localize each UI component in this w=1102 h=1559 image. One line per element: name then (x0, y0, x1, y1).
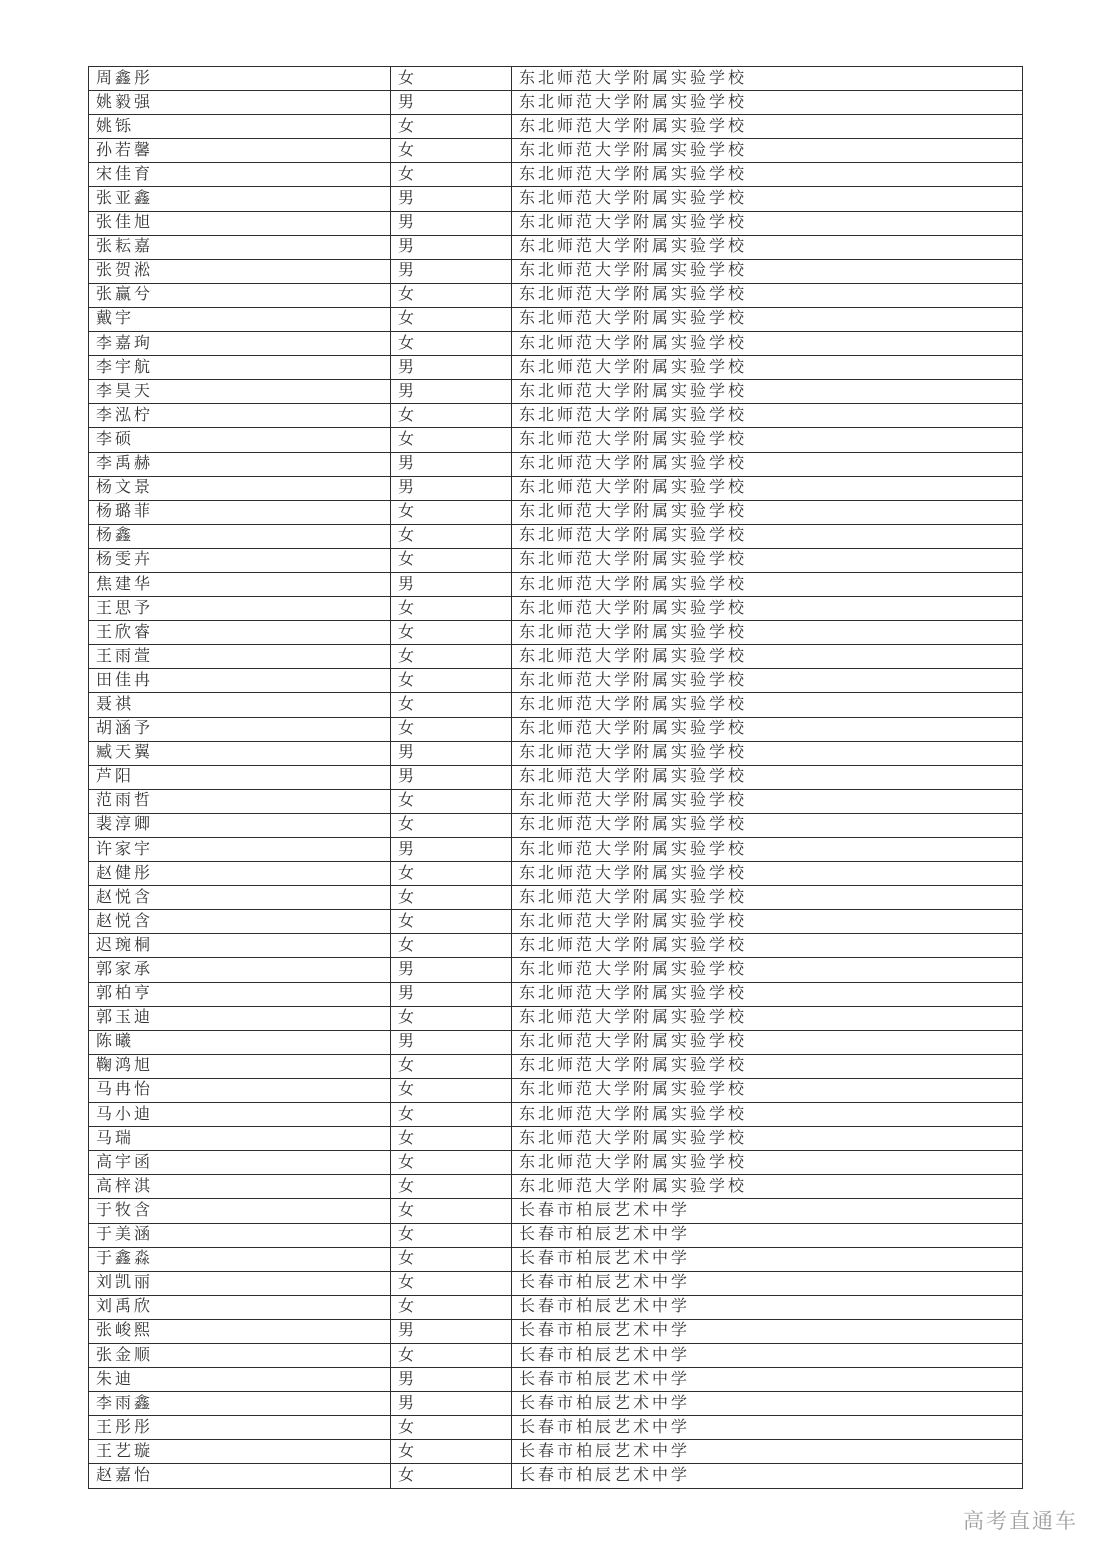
table-row (89, 452, 1023, 476)
school-cell: 长春市柏辰艺术中学 (512, 1392, 1023, 1416)
gender-cell: 男 (391, 741, 512, 765)
gender-cell: 女 (391, 1054, 512, 1078)
student-name-cell: 田佳冉 (89, 669, 391, 693)
table-row (89, 1103, 1023, 1127)
table-row (89, 1319, 1023, 1343)
student-name-cell: 李宇航 (89, 356, 391, 380)
table-row (89, 211, 1023, 235)
student-name-cell: 张亚鑫 (89, 187, 391, 211)
gender-cell: 男 (391, 211, 512, 235)
table-row (89, 139, 1023, 163)
school-cell: 东北师范大学附属实验学校 (512, 115, 1023, 139)
school-cell: 东北师范大学附属实验学校 (512, 982, 1023, 1006)
student-name-cell: 马小迪 (89, 1103, 391, 1127)
school-cell: 东北师范大学附属实验学校 (512, 741, 1023, 765)
school-cell: 东北师范大学附属实验学校 (512, 307, 1023, 331)
student-name-cell: 孙若馨 (89, 139, 391, 163)
table-row (89, 500, 1023, 524)
school-cell: 东北师范大学附属实验学校 (512, 187, 1023, 211)
student-name-cell: 陈曦 (89, 1030, 391, 1054)
school-cell: 长春市柏辰艺术中学 (512, 1440, 1023, 1464)
table-row (89, 235, 1023, 259)
student-name-cell: 赵悦含 (89, 910, 391, 934)
school-cell: 东北师范大学附属实验学校 (512, 548, 1023, 572)
gender-cell: 女 (391, 693, 512, 717)
school-cell: 东北师范大学附属实验学校 (512, 67, 1023, 91)
table-row (89, 1006, 1023, 1030)
school-cell: 东北师范大学附属实验学校 (512, 1151, 1023, 1175)
student-name-cell: 杨璐菲 (89, 500, 391, 524)
table-row (89, 717, 1023, 741)
student-name-cell: 郭柏亨 (89, 982, 391, 1006)
school-cell: 长春市柏辰艺术中学 (512, 1416, 1023, 1440)
school-cell: 长春市柏辰艺术中学 (512, 1271, 1023, 1295)
table-row (89, 621, 1023, 645)
table-row (89, 669, 1023, 693)
table-row (89, 1271, 1023, 1295)
school-cell: 东北师范大学附属实验学校 (512, 813, 1023, 837)
student-name-cell: 姚毅强 (89, 91, 391, 115)
student-name-cell: 于牧含 (89, 1199, 391, 1223)
table-row (89, 1392, 1023, 1416)
table-row (89, 1416, 1023, 1440)
school-cell: 东北师范大学附属实验学校 (512, 789, 1023, 813)
table-row (89, 1127, 1023, 1151)
gender-cell: 男 (391, 476, 512, 500)
table-row (89, 1440, 1023, 1464)
table-row (89, 1343, 1023, 1367)
student-name-cell: 李雨鑫 (89, 1392, 391, 1416)
table-row (89, 572, 1023, 596)
table-row (89, 91, 1023, 115)
gender-cell: 男 (391, 91, 512, 115)
student-name-cell: 王彤彤 (89, 1416, 391, 1440)
gender-cell: 女 (391, 645, 512, 669)
gender-cell: 女 (391, 524, 512, 548)
table-row (89, 693, 1023, 717)
student-name-cell: 高梓淇 (89, 1175, 391, 1199)
student-name-cell: 刘禹欣 (89, 1295, 391, 1319)
table-row (89, 741, 1023, 765)
student-name-cell: 杨雯卉 (89, 548, 391, 572)
gender-cell: 女 (391, 1271, 512, 1295)
student-name-cell: 鞠鸿旭 (89, 1054, 391, 1078)
school-cell: 东北师范大学附属实验学校 (512, 91, 1023, 115)
gender-cell: 男 (391, 187, 512, 211)
gender-cell: 男 (391, 765, 512, 789)
gender-cell: 男 (391, 235, 512, 259)
gender-cell: 女 (391, 862, 512, 886)
gender-cell: 女 (391, 163, 512, 187)
school-cell: 东北师范大学附属实验学校 (512, 235, 1023, 259)
gender-cell: 男 (391, 452, 512, 476)
student-name-cell: 张峻熙 (89, 1319, 391, 1343)
gender-cell: 女 (391, 139, 512, 163)
student-name-cell: 迟琬桐 (89, 934, 391, 958)
school-cell: 东北师范大学附属实验学校 (512, 717, 1023, 741)
school-cell: 东北师范大学附属实验学校 (512, 1175, 1023, 1199)
student-name-cell: 宋佳育 (89, 163, 391, 187)
table-row (89, 404, 1023, 428)
gender-cell: 女 (391, 332, 512, 356)
gender-cell: 女 (391, 548, 512, 572)
table-row (89, 1030, 1023, 1054)
table-row (89, 1078, 1023, 1102)
table-row (89, 1295, 1023, 1319)
school-cell: 东北师范大学附属实验学校 (512, 452, 1023, 476)
school-cell: 东北师范大学附属实验学校 (512, 211, 1023, 235)
student-name-cell: 赵悦含 (89, 886, 391, 910)
gender-cell: 女 (391, 1199, 512, 1223)
gender-cell: 男 (391, 380, 512, 404)
table-row (89, 1464, 1023, 1488)
student-name-cell: 胡涵予 (89, 717, 391, 741)
gender-cell: 女 (391, 1343, 512, 1367)
table-row (89, 789, 1023, 813)
gender-cell: 女 (391, 67, 512, 91)
student-name-cell: 张赢兮 (89, 283, 391, 307)
table-row (89, 115, 1023, 139)
student-name-cell: 许家宇 (89, 838, 391, 862)
student-name-cell: 刘凯丽 (89, 1271, 391, 1295)
school-cell: 东北师范大学附属实验学校 (512, 404, 1023, 428)
table-row (89, 163, 1023, 187)
school-cell: 东北师范大学附属实验学校 (512, 259, 1023, 283)
student-name-cell: 戴宇 (89, 307, 391, 331)
gender-cell: 女 (391, 1464, 512, 1488)
gender-cell: 男 (391, 838, 512, 862)
table-row (89, 1199, 1023, 1223)
school-cell: 东北师范大学附属实验学校 (512, 356, 1023, 380)
school-cell: 长春市柏辰艺术中学 (512, 1295, 1023, 1319)
gender-cell: 女 (391, 1295, 512, 1319)
table-row (89, 187, 1023, 211)
table-row (89, 765, 1023, 789)
school-cell: 东北师范大学附属实验学校 (512, 910, 1023, 934)
student-name-cell: 周鑫彤 (89, 67, 391, 91)
student-table-body (89, 67, 1023, 1489)
student-name-cell: 赵嘉怡 (89, 1464, 391, 1488)
table-row (89, 862, 1023, 886)
gender-cell: 男 (391, 356, 512, 380)
student-name-cell: 李禹赫 (89, 452, 391, 476)
gender-cell: 女 (391, 500, 512, 524)
school-cell: 东北师范大学附属实验学校 (512, 572, 1023, 596)
school-cell: 东北师范大学附属实验学校 (512, 139, 1023, 163)
table-row (89, 259, 1023, 283)
school-cell: 东北师范大学附属实验学校 (512, 1103, 1023, 1127)
table-row (89, 67, 1023, 91)
student-name-cell: 高宇函 (89, 1151, 391, 1175)
school-cell: 东北师范大学附属实验学校 (512, 838, 1023, 862)
table-row (89, 982, 1023, 1006)
student-name-cell: 范雨哲 (89, 789, 391, 813)
gender-cell: 女 (391, 307, 512, 331)
student-name-cell: 聂祺 (89, 693, 391, 717)
student-name-cell: 张贺淞 (89, 259, 391, 283)
gender-cell: 女 (391, 1127, 512, 1151)
student-name-cell: 裴淳卿 (89, 813, 391, 837)
gender-cell: 女 (391, 597, 512, 621)
gender-cell: 女 (391, 115, 512, 139)
student-name-cell: 于美涵 (89, 1223, 391, 1247)
school-cell: 东北师范大学附属实验学校 (512, 1054, 1023, 1078)
student-name-cell: 臧天翼 (89, 741, 391, 765)
school-cell: 东北师范大学附属实验学校 (512, 332, 1023, 356)
student-name-cell: 李泓柠 (89, 404, 391, 428)
gender-cell: 男 (391, 982, 512, 1006)
school-cell: 东北师范大学附属实验学校 (512, 1030, 1023, 1054)
table-row (89, 1175, 1023, 1199)
student-name-cell: 马瑞 (89, 1127, 391, 1151)
school-cell: 东北师范大学附属实验学校 (512, 500, 1023, 524)
school-cell: 长春市柏辰艺术中学 (512, 1199, 1023, 1223)
gender-cell: 女 (391, 789, 512, 813)
gender-cell: 女 (391, 404, 512, 428)
school-cell: 长春市柏辰艺术中学 (512, 1343, 1023, 1367)
gender-cell: 女 (391, 669, 512, 693)
student-name-cell: 杨鑫 (89, 524, 391, 548)
gender-cell: 女 (391, 1151, 512, 1175)
table-row (89, 332, 1023, 356)
gender-cell: 女 (391, 910, 512, 934)
student-name-cell: 王艺璇 (89, 1440, 391, 1464)
table-row (89, 1368, 1023, 1392)
gender-cell: 女 (391, 283, 512, 307)
gender-cell: 女 (391, 428, 512, 452)
school-cell: 东北师范大学附属实验学校 (512, 934, 1023, 958)
gender-cell: 女 (391, 717, 512, 741)
student-name-cell: 张金顺 (89, 1343, 391, 1367)
school-cell: 东北师范大学附属实验学校 (512, 524, 1023, 548)
table-row (89, 524, 1023, 548)
table-row (89, 283, 1023, 307)
school-cell: 东北师范大学附属实验学校 (512, 1006, 1023, 1030)
table-row (89, 476, 1023, 500)
gender-cell: 女 (391, 1247, 512, 1271)
school-cell: 东北师范大学附属实验学校 (512, 1078, 1023, 1102)
gender-cell: 男 (391, 958, 512, 982)
school-cell: 长春市柏辰艺术中学 (512, 1464, 1023, 1488)
school-cell: 东北师范大学附属实验学校 (512, 765, 1023, 789)
gender-cell: 男 (391, 1030, 512, 1054)
school-cell: 东北师范大学附属实验学校 (512, 693, 1023, 717)
student-name-cell: 杨文景 (89, 476, 391, 500)
table-row (89, 813, 1023, 837)
gender-cell: 男 (391, 572, 512, 596)
table-row (89, 958, 1023, 982)
table-row (89, 645, 1023, 669)
gender-cell: 男 (391, 1319, 512, 1343)
school-cell: 东北师范大学附属实验学校 (512, 958, 1023, 982)
table-row (89, 910, 1023, 934)
table-row (89, 1054, 1023, 1078)
school-cell: 东北师范大学附属实验学校 (512, 645, 1023, 669)
school-cell: 长春市柏辰艺术中学 (512, 1223, 1023, 1247)
gender-cell: 女 (391, 1223, 512, 1247)
school-cell: 东北师范大学附属实验学校 (512, 862, 1023, 886)
school-cell: 长春市柏辰艺术中学 (512, 1368, 1023, 1392)
gender-cell: 女 (391, 813, 512, 837)
gender-cell: 男 (391, 1392, 512, 1416)
student-name-cell: 芦阳 (89, 765, 391, 789)
student-name-cell: 李硕 (89, 428, 391, 452)
table-row (89, 307, 1023, 331)
table-row (89, 356, 1023, 380)
school-cell: 东北师范大学附属实验学校 (512, 428, 1023, 452)
gender-cell: 女 (391, 886, 512, 910)
school-cell: 长春市柏辰艺术中学 (512, 1319, 1023, 1343)
student-name-cell: 赵健彤 (89, 862, 391, 886)
gender-cell: 女 (391, 1103, 512, 1127)
student-name-cell: 焦建华 (89, 572, 391, 596)
school-cell: 东北师范大学附属实验学校 (512, 597, 1023, 621)
gender-cell: 女 (391, 934, 512, 958)
table-row (89, 428, 1023, 452)
student-name-cell: 马冉怡 (89, 1078, 391, 1102)
watermark: 高考直通车 (963, 1510, 1078, 1533)
student-name-cell: 李昊天 (89, 380, 391, 404)
school-cell: 东北师范大学附属实验学校 (512, 283, 1023, 307)
table-row (89, 1247, 1023, 1271)
school-cell: 长春市柏辰艺术中学 (512, 1247, 1023, 1271)
table-row (89, 597, 1023, 621)
table-row (89, 1223, 1023, 1247)
table-row (89, 548, 1023, 572)
school-cell: 东北师范大学附属实验学校 (512, 669, 1023, 693)
table-row (89, 934, 1023, 958)
student-name-cell: 于鑫淼 (89, 1247, 391, 1271)
gender-cell: 女 (391, 1078, 512, 1102)
student-name-cell: 郭玉迪 (89, 1006, 391, 1030)
school-cell: 东北师范大学附属实验学校 (512, 1127, 1023, 1151)
gender-cell: 女 (391, 1006, 512, 1030)
student-table (88, 66, 1023, 1489)
student-name-cell: 姚铄 (89, 115, 391, 139)
student-name-cell: 张佳旭 (89, 211, 391, 235)
student-name-cell: 王雨萱 (89, 645, 391, 669)
student-name-cell: 郭家承 (89, 958, 391, 982)
table-row (89, 380, 1023, 404)
gender-cell: 男 (391, 1368, 512, 1392)
school-cell: 东北师范大学附属实验学校 (512, 163, 1023, 187)
gender-cell: 男 (391, 259, 512, 283)
gender-cell: 女 (391, 1440, 512, 1464)
table-row (89, 1151, 1023, 1175)
table-row (89, 838, 1023, 862)
gender-cell: 女 (391, 1416, 512, 1440)
student-name-cell: 王思予 (89, 597, 391, 621)
student-name-cell: 李嘉珣 (89, 332, 391, 356)
gender-cell: 女 (391, 1175, 512, 1199)
student-name-cell: 朱迪 (89, 1368, 391, 1392)
table-row (89, 886, 1023, 910)
student-name-cell: 张耘嘉 (89, 235, 391, 259)
school-cell: 东北师范大学附属实验学校 (512, 476, 1023, 500)
student-name-cell: 王欣睿 (89, 621, 391, 645)
school-cell: 东北师范大学附属实验学校 (512, 380, 1023, 404)
gender-cell: 女 (391, 621, 512, 645)
school-cell: 东北师范大学附属实验学校 (512, 886, 1023, 910)
school-cell: 东北师范大学附属实验学校 (512, 621, 1023, 645)
